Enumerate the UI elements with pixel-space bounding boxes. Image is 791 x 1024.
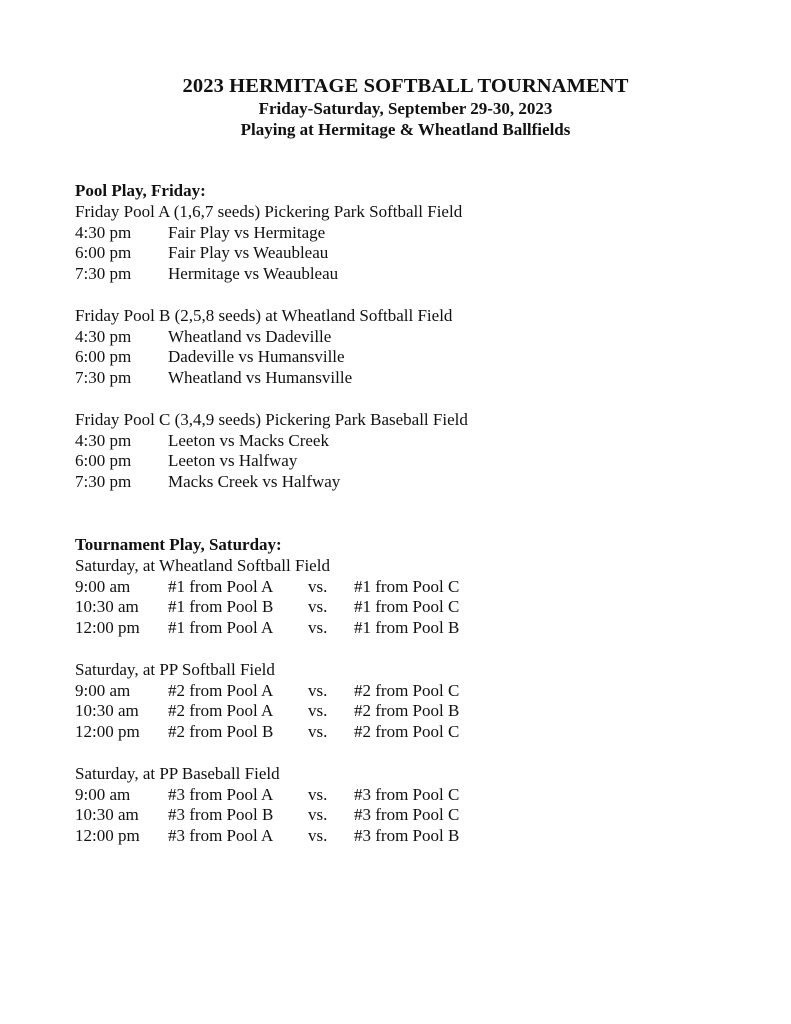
team-one: #3 from Pool A [168, 784, 274, 804]
game-matchup: Macks Creek vs Halfway [168, 472, 341, 492]
spacer [75, 389, 735, 410]
game-time: 6:00 pm [75, 347, 132, 367]
team-two: #3 from Pool C [354, 805, 460, 825]
game-row [75, 431, 735, 452]
team-two: #1 from Pool C [354, 576, 460, 596]
game-row [75, 472, 735, 493]
game-row [75, 805, 735, 826]
field-label: Saturday, at PP Baseball Field [75, 763, 280, 783]
spacer [75, 285, 735, 306]
game-time: 9:00 am [75, 576, 131, 596]
game-matchup: Leeton vs Halfway [168, 451, 298, 471]
versus: vs. [308, 618, 328, 638]
game-matchup: Fair Play vs Hermitage [168, 222, 326, 242]
game-row [75, 701, 735, 722]
team-two: #2 from Pool C [354, 680, 460, 700]
schedule-body [75, 181, 735, 847]
pool-c-section [75, 410, 735, 493]
tournament-venue: Playing at Hermitage & Wheatland Ballfields [240, 120, 571, 139]
game-time: 6:00 pm [75, 243, 132, 263]
pool-label: Friday Pool C (3,4,9 seeds) Pickering Park Baseball Field [75, 409, 468, 429]
game-time: 7:30 pm [75, 472, 132, 492]
game-row [75, 223, 735, 244]
game-matchup: Leeton vs Macks Creek [168, 430, 329, 450]
spacer [75, 493, 735, 535]
game-row [75, 451, 735, 472]
team-one: #2 from Pool B [168, 722, 274, 742]
game-time: 6:00 pm [75, 451, 132, 471]
tournament-dates: Friday-Saturday, September 29-30, 2023 [258, 99, 553, 118]
team-one: #1 from Pool A [168, 576, 274, 596]
versus: vs. [308, 722, 328, 742]
game-time: 10:30 am [75, 597, 139, 617]
field-label: Saturday, at Wheatland Softball Field [75, 555, 330, 575]
game-row [75, 243, 735, 264]
game-time: 7:30 pm [75, 264, 132, 284]
game-matchup: Hermitage vs Weaubleau [168, 264, 339, 284]
game-time: 4:30 pm [75, 430, 132, 450]
field-label: Saturday, at PP Softball Field [75, 659, 275, 679]
game-time: 9:00 am [75, 784, 131, 804]
team-one: #2 from Pool A [168, 680, 274, 700]
versus: vs. [308, 805, 328, 825]
team-one: #3 from Pool B [168, 805, 274, 825]
wheatland-field-section [75, 556, 735, 639]
game-row [75, 722, 735, 743]
game-row [75, 264, 735, 285]
document-title: 2023 HERMITAGE SOFTBALL TOURNAMENT [182, 75, 629, 97]
spacer [75, 639, 735, 660]
team-one: #2 from Pool A [168, 701, 274, 721]
team-two: #3 from Pool C [354, 784, 460, 804]
team-one: #1 from Pool B [168, 597, 274, 617]
game-matchup: Wheatland vs Humansville [168, 368, 353, 388]
game-row [75, 597, 735, 618]
game-matchup: Dadeville vs Humansville [168, 347, 345, 367]
document-header [0, 74, 791, 140]
game-row [75, 347, 735, 368]
team-two: #2 from Pool B [354, 701, 460, 721]
team-one: #3 from Pool A [168, 826, 274, 846]
pp-baseball-field-section [75, 764, 735, 847]
team-two: #1 from Pool C [354, 597, 460, 617]
game-time: 4:30 pm [75, 326, 132, 346]
game-time: 12:00 pm [75, 722, 140, 742]
pool-b-section [75, 306, 735, 389]
versus: vs. [308, 576, 328, 596]
spacer [75, 743, 735, 764]
versus: vs. [308, 701, 328, 721]
game-row [75, 785, 735, 806]
game-row [75, 577, 735, 598]
team-two: #1 from Pool B [354, 618, 460, 638]
game-row [75, 368, 735, 389]
versus: vs. [308, 680, 328, 700]
pool-label: Friday Pool B (2,5,8 seeds) at Wheatland Softball Field [75, 305, 453, 325]
pool-a-section [75, 202, 735, 285]
game-time: 7:30 pm [75, 368, 132, 388]
game-matchup: Wheatland vs Dadeville [168, 326, 332, 346]
pp-softball-field-section [75, 660, 735, 743]
pool-play-heading: Pool Play, Friday: [75, 181, 206, 200]
game-row [75, 618, 735, 639]
game-matchup: Fair Play vs Weaubleau [168, 243, 329, 263]
game-time: 12:00 pm [75, 618, 140, 638]
game-time: 12:00 pm [75, 826, 140, 846]
team-two: #2 from Pool C [354, 722, 460, 742]
tournament-play-heading: Tournament Play, Saturday: [75, 534, 282, 554]
game-time: 9:00 am [75, 680, 131, 700]
pool-label: Friday Pool A (1,6,7 seeds) Pickering Park Softball Field [75, 201, 463, 221]
team-one: #1 from Pool A [168, 618, 274, 638]
game-row [75, 327, 735, 348]
game-row [75, 681, 735, 702]
versus: vs. [308, 597, 328, 617]
team-two: #3 from Pool B [354, 826, 460, 846]
versus: vs. [308, 826, 328, 846]
versus: vs. [308, 784, 328, 804]
game-time: 10:30 am [75, 805, 139, 825]
game-row [75, 826, 735, 847]
game-time: 10:30 am [75, 701, 139, 721]
game-time: 4:30 pm [75, 222, 132, 242]
